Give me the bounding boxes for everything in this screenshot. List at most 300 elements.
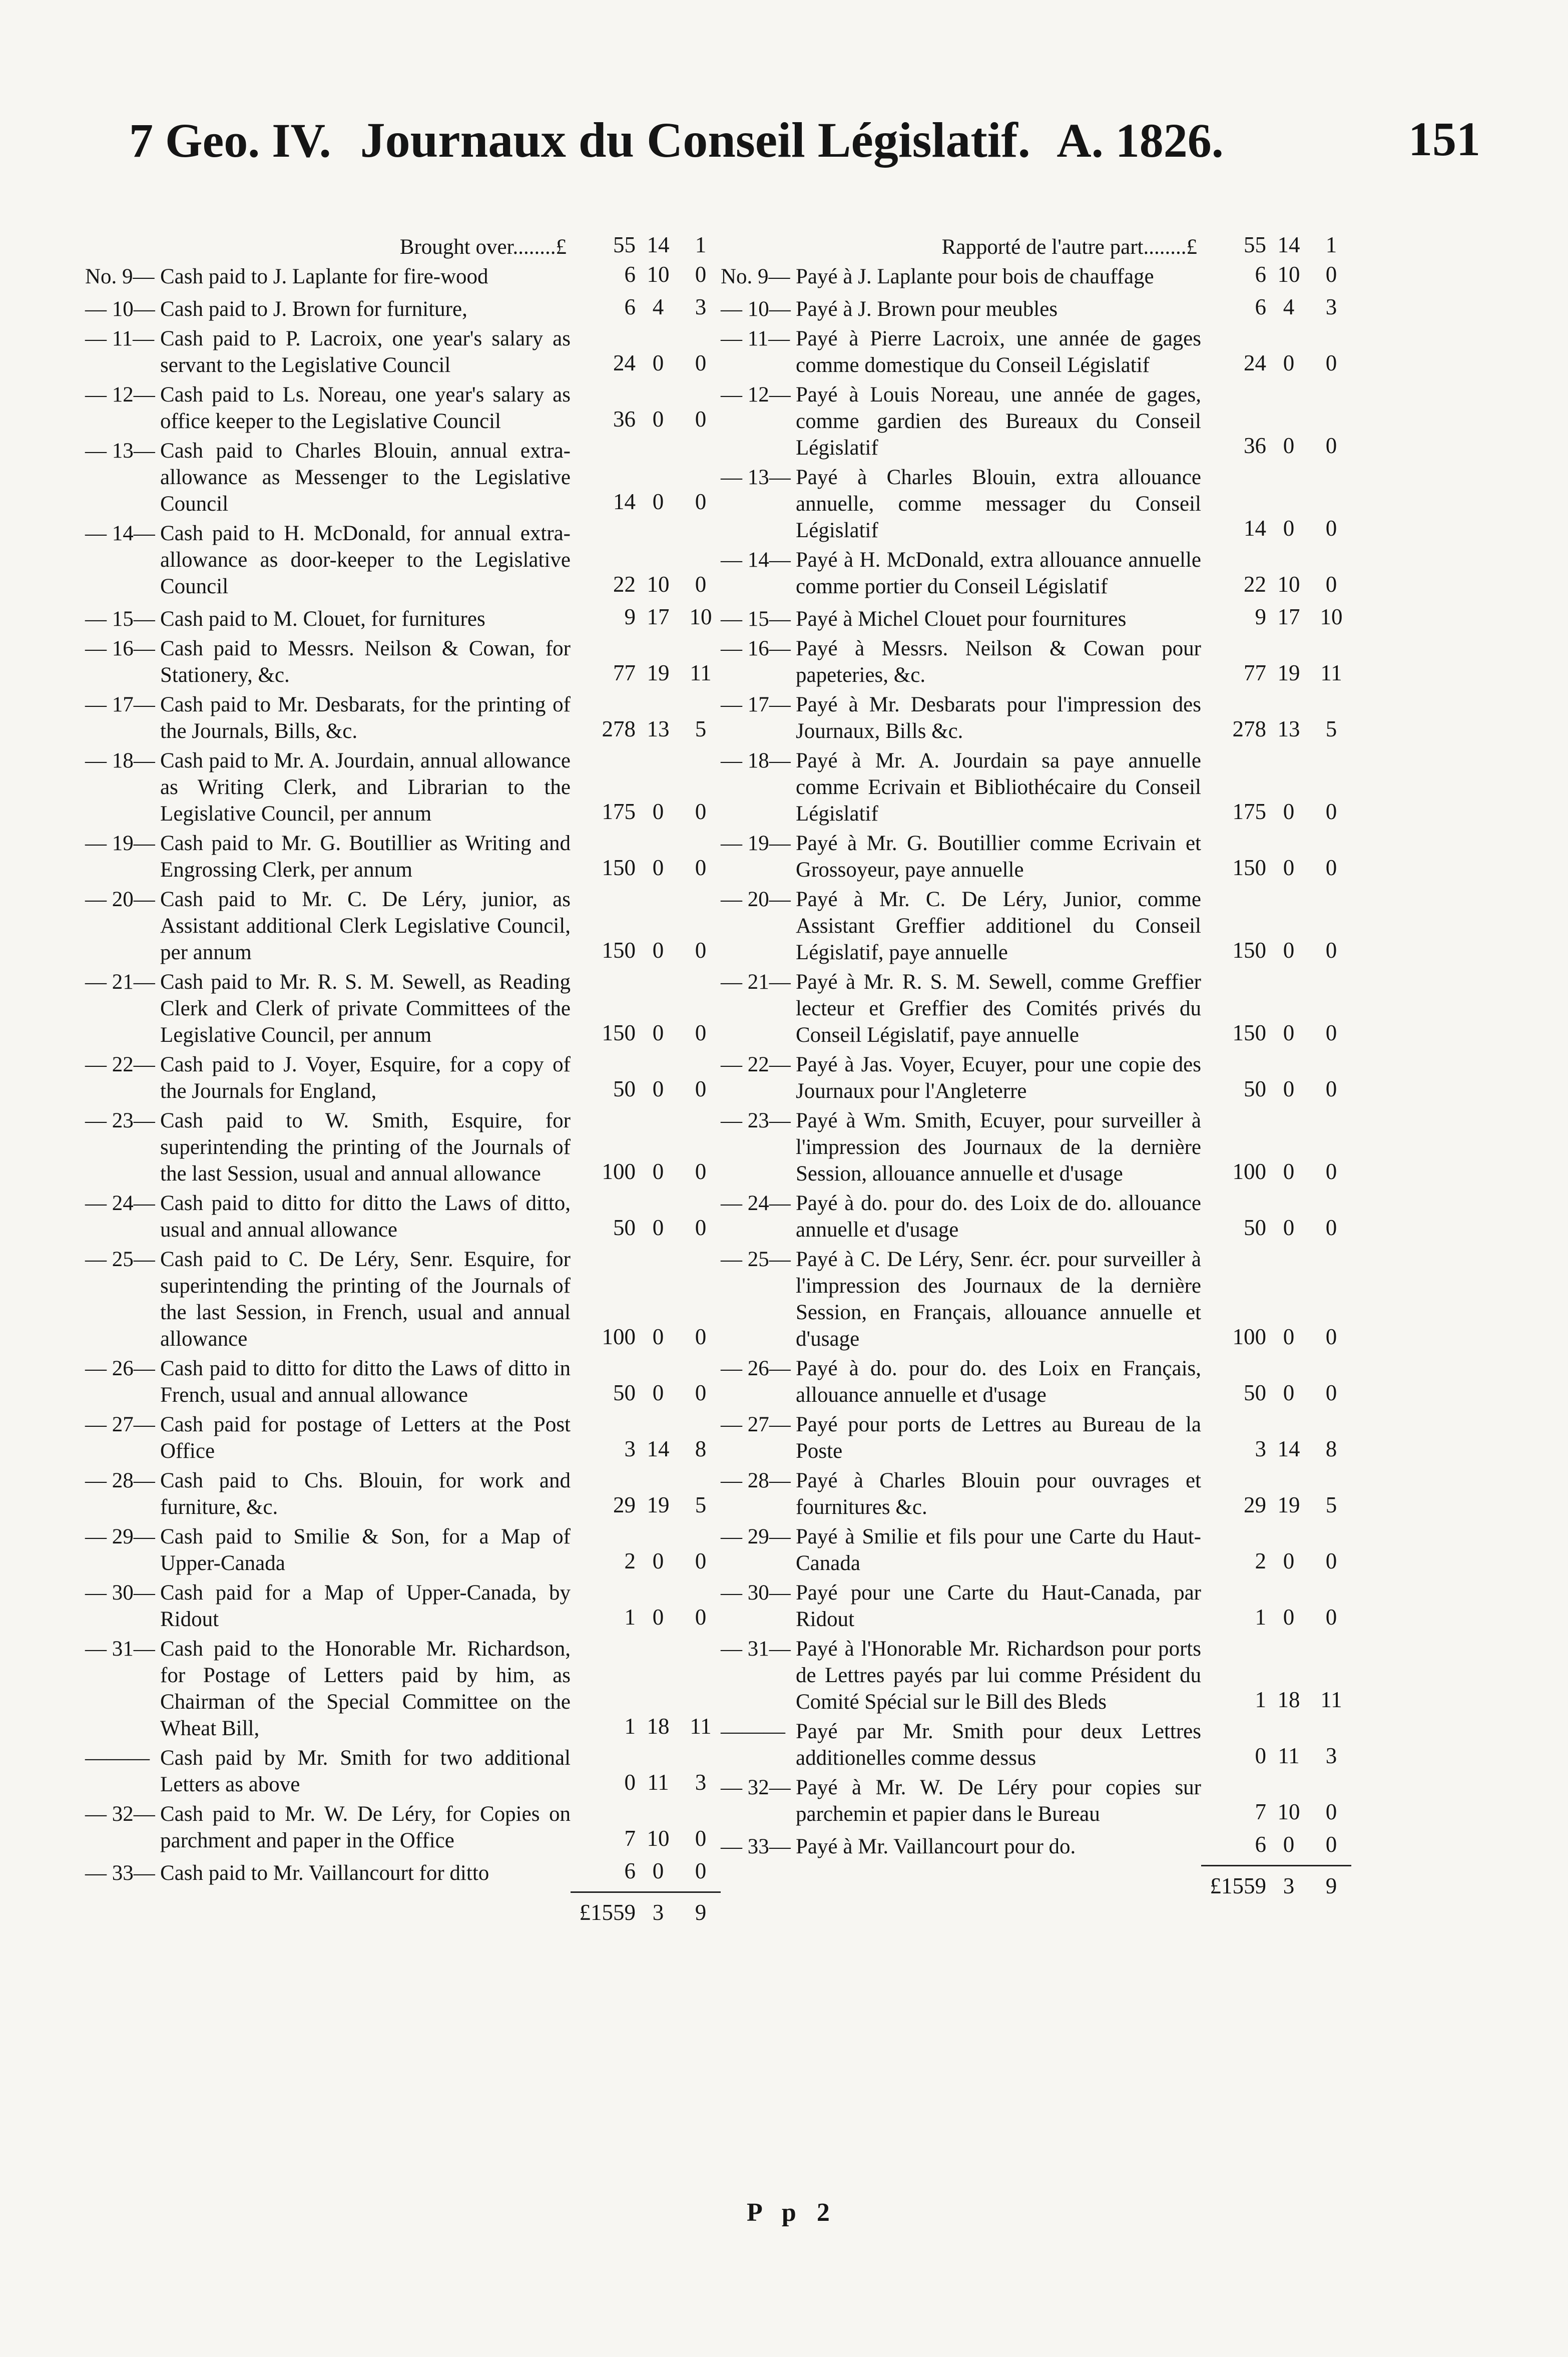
journal-title: Journaux du Conseil Législatif. — [360, 112, 1030, 168]
amount-shillings: 10 — [647, 262, 670, 287]
entry-text: Payé à Michel Clouet pour fournitures — [796, 607, 1127, 631]
amount-pounds: 100 — [602, 1159, 636, 1184]
entry-description — [85, 1801, 571, 1854]
entry-description — [85, 1860, 571, 1886]
entry-number: — 16— — [721, 637, 791, 660]
entry-description — [721, 691, 1201, 744]
entry-description — [85, 635, 571, 688]
amount-pence: 3 — [695, 294, 707, 319]
amount-pounds: 150 — [1232, 1020, 1266, 1045]
account-entry — [85, 1801, 721, 1854]
entry-number: — 31— — [721, 1637, 791, 1661]
amount-pounds: 55 — [613, 232, 636, 257]
amount-shillings: 0 — [652, 1380, 664, 1405]
entry-description — [85, 886, 571, 966]
account-entry — [85, 325, 721, 378]
entry-text: Payé à J. Brown pour meubles — [796, 297, 1058, 321]
amount-pence: 1 — [695, 232, 707, 257]
amount-pence: 0 — [1325, 1799, 1337, 1824]
brought-over-row — [721, 215, 1351, 260]
entry-description — [721, 1833, 1201, 1860]
entry-text: Payé à Mr. R. S. M. Sewell, comme Greffier lecteur et Greffier des Comités privés du Conseil Législatif, paye annuelle — [796, 970, 1201, 1047]
entry-number: — 25— — [721, 1248, 791, 1271]
amount-shillings: 0 — [1283, 799, 1295, 824]
entry-description — [721, 1190, 1201, 1243]
amount-columns — [1201, 1323, 1351, 1352]
entry-description — [85, 691, 571, 744]
amount-columns — [571, 349, 721, 378]
entry-number: — 23— — [85, 1109, 155, 1132]
amount-pence: 10 — [1320, 604, 1343, 629]
amount-pounds: 0 — [624, 1770, 636, 1795]
amount-pence: 8 — [695, 1436, 707, 1461]
entry-number: — 12— — [721, 383, 791, 407]
entry-number: — 20— — [721, 888, 791, 911]
entry-number: — 31— — [85, 1637, 155, 1661]
amount-pence: 0 — [695, 1159, 707, 1184]
account-entry — [721, 381, 1351, 461]
amount-shillings: 17 — [647, 604, 670, 629]
entry-number: — 32— — [721, 1776, 791, 1799]
amount-pence: 0 — [1325, 1076, 1337, 1101]
entry-text: Cash paid to P. Lacroix, one year's salary as servant to the Legislative Council — [160, 327, 571, 377]
account-entry — [85, 1246, 721, 1352]
entry-text: Payé à Mr. A. Jourdain sa paye annuelle comme Ecrivain et Bibliothécaire du Conseil Législatif — [796, 749, 1201, 826]
entry-text: Cash paid to C. De Léry, Senr. Esquire, for superintending the printing of the Journals of the last Session, in French, usual and annual allowance — [160, 1248, 571, 1351]
amount-pounds: 50 — [613, 1380, 636, 1405]
entry-text: Payé à Charles Blouin pour ouvrages et fournitures &c. — [796, 1469, 1201, 1519]
entry-text: Cash paid to W. Smith, Esquire, for superintending the printing of the Journals of the last Session, usual and annual allowance — [160, 1109, 571, 1186]
entry-text: Cash paid to ditto for ditto the Laws of ditto in French, usual and annual allowance — [160, 1357, 571, 1407]
amount-shillings: 18 — [647, 1714, 670, 1739]
entry-text: Payé à do. pour do. des Loix de do. allouance annuelle et d'usage — [796, 1192, 1201, 1242]
amount-shillings: 0 — [652, 407, 664, 432]
amount-pence: 0 — [1325, 1215, 1337, 1240]
amount-pence: 5 — [695, 716, 707, 741]
account-entry — [85, 1636, 721, 1742]
account-entry — [85, 1580, 721, 1633]
account-entry — [85, 1051, 721, 1104]
entry-text: Cash paid to Smilie & Son, for a Map of Upper-Canada — [160, 1525, 571, 1575]
amount-columns — [571, 1898, 721, 1928]
amount-pounds: 150 — [1232, 855, 1266, 880]
amount-pounds: 50 — [613, 1215, 636, 1240]
amount-pence: 9 — [695, 1900, 707, 1925]
entry-description — [721, 1718, 1201, 1771]
account-entry — [721, 325, 1351, 378]
amount-pounds: 9 — [1255, 604, 1266, 629]
amount-pence: 0 — [1325, 516, 1337, 541]
amount-shillings: 19 — [647, 1492, 670, 1517]
entry-description — [85, 1523, 571, 1577]
amount-columns — [1201, 1435, 1351, 1464]
entry-description — [85, 438, 571, 517]
entry-number: ——— — [85, 1746, 150, 1770]
amount-columns — [1201, 659, 1351, 688]
page-number: 151 — [1408, 112, 1480, 166]
entry-number: — 16— — [85, 637, 155, 660]
amount-pence: 0 — [1325, 1324, 1337, 1349]
amount-pounds: 24 — [1244, 350, 1266, 375]
entry-description — [85, 747, 571, 827]
entry-number: — 14— — [721, 548, 791, 572]
entry-number: — 20— — [85, 888, 155, 911]
amount-pounds: 1 — [1255, 1687, 1266, 1712]
amount-columns — [1201, 854, 1351, 883]
entry-text: Cash paid by Mr. Smith for two additional Letters as above — [160, 1746, 571, 1796]
entry-text: Cash paid to M. Clouet, for furnitures — [160, 607, 485, 631]
amount-pounds: 100 — [1232, 1159, 1266, 1184]
entry-text: Payé pour ports de Lettres au Bureau de la Poste — [796, 1413, 1201, 1463]
account-entry — [721, 1580, 1351, 1633]
amount-columns — [571, 1435, 721, 1464]
entry-description — [85, 1467, 571, 1520]
entry-number: — 12— — [85, 383, 155, 407]
amount-pounds: 29 — [613, 1492, 636, 1517]
amount-shillings: 0 — [1283, 1605, 1295, 1630]
amount-columns — [1201, 1379, 1351, 1408]
account-entry — [85, 381, 721, 435]
amount-columns — [1201, 1019, 1351, 1048]
account-entry — [85, 1857, 721, 1886]
account-entry — [721, 1830, 1351, 1860]
entry-text: Cash paid to Mr. G. Boutillier as Writing and Engrossing Clerk, per annum — [160, 832, 571, 882]
account-entry — [85, 1107, 721, 1187]
entry-description — [721, 830, 1201, 883]
amount-pounds: 50 — [613, 1076, 636, 1101]
entry-description — [721, 1636, 1201, 1715]
entry-number: — 27— — [85, 1413, 155, 1436]
entry-number: — 23— — [721, 1109, 791, 1132]
account-entry — [721, 635, 1351, 688]
entry-description — [721, 1355, 1201, 1408]
account-entry — [721, 1051, 1351, 1104]
amount-shillings: 0 — [1283, 1020, 1295, 1045]
amount-shillings: 0 — [652, 938, 664, 963]
entry-text: Cash paid to Charles Blouin, annual extra-allowance as Messenger to the Legislative Council — [160, 439, 571, 516]
entry-description — [85, 1051, 571, 1104]
account-entry — [85, 886, 721, 966]
amount-pounds: 1 — [624, 1714, 636, 1739]
amount-pounds: 29 — [1244, 1492, 1266, 1517]
amount-columns — [571, 260, 721, 290]
amount-columns — [1201, 231, 1351, 260]
entry-text: Cash paid to Mr. R. S. M. Sewell, as Reading Clerk and Clerk of private Committees of the Legislative Council, per annum — [160, 970, 571, 1047]
amount-pence: 0 — [1325, 572, 1337, 597]
amount-pence: 0 — [695, 1324, 707, 1349]
amount-columns — [571, 231, 721, 260]
amount-pence: 0 — [695, 1826, 707, 1851]
amount-pounds: 3 — [624, 1436, 636, 1461]
amount-pence: 0 — [1325, 1380, 1337, 1405]
entry-text: Payé à Smilie et fils pour une Carte du Haut-Canada — [796, 1525, 1201, 1575]
account-entry — [721, 1467, 1351, 1520]
entry-text: Payé à Mr. W. De Léry pour copies sur parchemin et papier dans le Bureau — [796, 1776, 1201, 1826]
entry-number: — 17— — [721, 693, 791, 716]
amount-pounds: 22 — [613, 572, 636, 597]
entry-text: Payé à l'Honorable Mr. Richardson pour ports de Lettres payés par lui comme Président du Comité Spécial sur le Bill des Bleds — [796, 1637, 1201, 1714]
amount-pounds: £1559 — [1210, 1873, 1266, 1898]
entry-number: — 29— — [85, 1525, 155, 1548]
amount-shillings: 11 — [647, 1770, 669, 1795]
amount-shillings: 19 — [1277, 660, 1300, 685]
entry-description — [721, 464, 1201, 544]
account-entry — [721, 293, 1351, 322]
amount-pence: 0 — [1325, 855, 1337, 880]
amount-shillings: 0 — [652, 1548, 664, 1574]
amount-shillings: 0 — [652, 1076, 664, 1101]
amount-pounds: 278 — [1232, 716, 1266, 741]
amount-pounds: 6 — [1255, 1832, 1266, 1857]
amount-pence: 5 — [695, 1492, 707, 1517]
account-entry — [85, 293, 721, 322]
entry-number: — 28— — [85, 1469, 155, 1492]
entry-description — [85, 520, 571, 600]
entry-description — [721, 635, 1201, 688]
amount-columns — [1201, 715, 1351, 744]
amount-pence: 0 — [1325, 1832, 1337, 1857]
account-entry — [85, 747, 721, 827]
amount-pence: 0 — [1325, 938, 1337, 963]
entry-text: Cash paid to ditto for ditto the Laws of ditto, usual and annual allowance — [160, 1192, 571, 1242]
amount-pounds: 50 — [1244, 1076, 1266, 1101]
amount-shillings: 3 — [652, 1900, 664, 1925]
entry-number: — 10— — [85, 297, 155, 321]
entry-number: — 18— — [85, 749, 155, 772]
amount-columns — [571, 1491, 721, 1520]
amount-columns — [571, 1379, 721, 1408]
account-entry — [721, 1718, 1351, 1771]
amount-shillings: 13 — [1277, 716, 1300, 741]
regnal-year: 7 Geo. IV. — [129, 114, 331, 167]
amount-columns — [1201, 570, 1351, 600]
account-entry — [85, 830, 721, 883]
account-entry — [85, 520, 721, 600]
entry-number: — 32— — [85, 1802, 155, 1826]
account-entry — [85, 438, 721, 517]
entry-text: Cash paid to J. Laplante for fire-wood — [160, 265, 488, 288]
account-entry — [721, 547, 1351, 600]
account-entry — [85, 1745, 721, 1798]
amount-columns — [571, 1157, 721, 1187]
amount-pounds: 24 — [613, 350, 636, 375]
page-header — [129, 111, 1480, 181]
account-entry — [721, 691, 1351, 744]
entry-text: Cash paid to Chs. Blouin, for work and furniture, &c. — [160, 1469, 571, 1519]
entry-number: No. 9— — [721, 265, 790, 288]
amount-pounds: 7 — [624, 1826, 636, 1851]
entry-number: — 33— — [721, 1835, 791, 1858]
amount-columns — [571, 1019, 721, 1048]
amount-pounds: 7 — [1255, 1799, 1266, 1824]
amount-columns — [1201, 260, 1351, 290]
amount-shillings: 10 — [647, 572, 670, 597]
entry-description — [721, 969, 1201, 1048]
amount-columns — [1201, 293, 1351, 322]
amount-pence: 0 — [1325, 799, 1337, 824]
entry-description — [721, 381, 1201, 461]
entry-description — [85, 1190, 571, 1243]
amount-shillings: 14 — [1277, 1436, 1300, 1461]
entry-text: Cash paid to Mr. W. De Léry, for Copies on parchment and paper in the Office — [160, 1802, 571, 1852]
entry-number: — 30— — [85, 1581, 155, 1605]
entry-number: — 27— — [721, 1413, 791, 1436]
amount-columns — [571, 798, 721, 827]
amount-columns — [1201, 603, 1351, 632]
entry-description — [85, 1745, 571, 1798]
entry-text: Cash paid to Mr. Vaillancourt for ditto — [160, 1861, 489, 1885]
account-entry — [721, 260, 1351, 290]
amount-pence: 0 — [695, 1215, 707, 1240]
amount-pounds: 150 — [602, 855, 636, 880]
amount-shillings: 0 — [652, 1605, 664, 1630]
entry-text: Payé à Louis Noreau, une année de gages, comme gardien des Bureaux du Conseil Législatif — [796, 383, 1201, 460]
amount-shillings: 10 — [647, 1826, 670, 1851]
entry-number: — 13— — [721, 466, 791, 489]
amount-pounds: 6 — [624, 1858, 636, 1883]
entry-number: — 19— — [85, 832, 155, 855]
amount-pence: 0 — [695, 799, 707, 824]
amount-shillings: 0 — [1283, 1324, 1295, 1349]
entry-number: — 28— — [721, 1469, 791, 1492]
amount-columns — [571, 715, 721, 744]
entry-number: — 19— — [721, 832, 791, 855]
amount-pounds: 36 — [613, 407, 636, 432]
amount-shillings: 14 — [647, 1436, 670, 1461]
amount-pounds: 6 — [624, 294, 636, 319]
amount-shillings: 0 — [652, 350, 664, 375]
amount-pounds: 1 — [1255, 1605, 1266, 1630]
total-row — [85, 1893, 721, 1928]
account-entry — [721, 886, 1351, 966]
amount-pence: 0 — [695, 938, 707, 963]
amount-pounds: 36 — [1244, 433, 1266, 458]
entry-text: Cash paid to the Honorable Mr. Richardson, for Postage of Letters paid by him, as Chairman of the Special Committee on the Wheat Bill, — [160, 1637, 571, 1740]
amount-shillings: 0 — [652, 489, 664, 514]
amount-shillings: 4 — [1283, 294, 1295, 319]
amount-columns — [571, 570, 721, 600]
amount-pounds: 22 — [1244, 572, 1266, 597]
amount-pence: 0 — [695, 489, 707, 514]
account-entry — [85, 1411, 721, 1464]
amount-shillings: 0 — [1283, 350, 1295, 375]
amount-pence: 0 — [695, 1380, 707, 1405]
amount-pence: 0 — [695, 855, 707, 880]
amount-pence: 0 — [695, 262, 707, 287]
entry-text: Payé à H. McDonald, extra allouance annuelle comme portier du Conseil Législatif — [796, 548, 1201, 598]
amount-pounds: 6 — [1255, 294, 1266, 319]
amount-pounds: 6 — [624, 262, 636, 287]
amount-pounds: 50 — [1244, 1380, 1266, 1405]
account-entry — [721, 969, 1351, 1048]
entry-description — [85, 325, 571, 378]
amount-pence: 9 — [1325, 1873, 1337, 1898]
entry-description — [721, 1107, 1201, 1187]
amount-columns — [1201, 1491, 1351, 1520]
amount-columns — [571, 659, 721, 688]
amount-pounds: 9 — [624, 604, 636, 629]
amount-pence: 5 — [1325, 716, 1337, 741]
amount-pence: 11 — [690, 1714, 712, 1739]
amount-pence: 11 — [690, 660, 712, 685]
amount-columns — [571, 1323, 721, 1352]
entry-text: Payé à Messrs. Neilson & Cowan pour papeteries, &c. — [796, 637, 1201, 687]
amount-pounds: 175 — [602, 799, 636, 824]
amount-shillings: 0 — [652, 1215, 664, 1240]
amount-pounds: 50 — [1244, 1215, 1266, 1240]
amount-pence: 1 — [1325, 232, 1337, 257]
amount-pounds: 1 — [624, 1605, 636, 1630]
amount-shillings: 0 — [1283, 1076, 1295, 1101]
account-entry — [85, 691, 721, 744]
entry-number: — 15— — [85, 607, 155, 631]
amount-pounds: 77 — [613, 660, 636, 685]
entry-number: — 24— — [85, 1192, 155, 1215]
amount-pence: 0 — [695, 1020, 707, 1045]
entry-number: — 30— — [721, 1581, 791, 1605]
entry-description — [721, 547, 1201, 600]
entry-description — [721, 606, 1201, 632]
header-left — [129, 111, 1241, 169]
amount-pounds: 14 — [613, 489, 636, 514]
french-accounts-column — [721, 215, 1351, 1901]
amount-shillings: 0 — [652, 1858, 664, 1883]
entry-description — [721, 1051, 1201, 1104]
entry-text: Payé à Mr. Desbarats pour l'impression des Journaux, Bills &c. — [796, 693, 1201, 743]
account-entry — [85, 1523, 721, 1577]
amount-pence: 11 — [1320, 660, 1342, 685]
amount-columns — [1201, 514, 1351, 544]
amount-shillings: 19 — [647, 660, 670, 685]
amount-columns — [1201, 1075, 1351, 1104]
amount-pence: 0 — [695, 1858, 707, 1883]
amount-shillings: 14 — [647, 232, 670, 257]
entry-number: — 11— — [85, 327, 155, 350]
entry-number: — 22— — [721, 1053, 791, 1076]
entry-text: Payé à J. Laplante pour bois de chauffage — [796, 265, 1154, 288]
entry-text: Cash paid to Mr. C. De Léry, junior, as Assistant additional Clerk Legislative Council, per annum — [160, 888, 571, 964]
amount-columns — [571, 293, 721, 322]
entry-text: Payé à C. De Léry, Senr. écr. pour surveiller à l'impression des Journaux de la dernière Session, en Français, allouance annuelle et d'usage — [796, 1248, 1201, 1351]
amount-pounds: 175 — [1232, 799, 1266, 824]
entry-text: Cash paid to Ls. Noreau, one year's salary as office keeper to the Legislative Council — [160, 383, 571, 433]
entry-number: No. 9— — [85, 265, 155, 288]
amount-columns — [571, 1214, 721, 1243]
amount-shillings: 0 — [1283, 938, 1295, 963]
amount-columns — [1201, 798, 1351, 827]
entry-text: Cash paid for postage of Letters at the Post Office — [160, 1413, 571, 1463]
amount-pounds: 14 — [1244, 516, 1266, 541]
account-entry — [721, 1774, 1351, 1827]
entry-description — [721, 1580, 1201, 1633]
amount-shillings: 0 — [1283, 855, 1295, 880]
amount-columns — [571, 1712, 721, 1742]
amount-shillings: 0 — [652, 1324, 664, 1349]
entry-number: — 21— — [85, 970, 155, 994]
amount-pence: 8 — [1325, 1436, 1337, 1461]
entry-text: Cash paid for a Map of Upper-Canada, by Ridout — [160, 1581, 571, 1631]
entry-number: — 25— — [85, 1248, 155, 1271]
amount-columns — [571, 603, 721, 632]
amount-columns — [1201, 1872, 1351, 1901]
entry-description — [85, 1411, 571, 1464]
amount-columns — [1201, 936, 1351, 966]
account-entry — [85, 1467, 721, 1520]
amount-shillings: 17 — [1277, 604, 1300, 629]
amount-pounds: 150 — [1232, 938, 1266, 963]
entry-text: Payé à Pierre Lacroix, une année de gages comme domestique du Conseil Législatif — [796, 327, 1201, 377]
account-entry — [721, 1411, 1351, 1464]
